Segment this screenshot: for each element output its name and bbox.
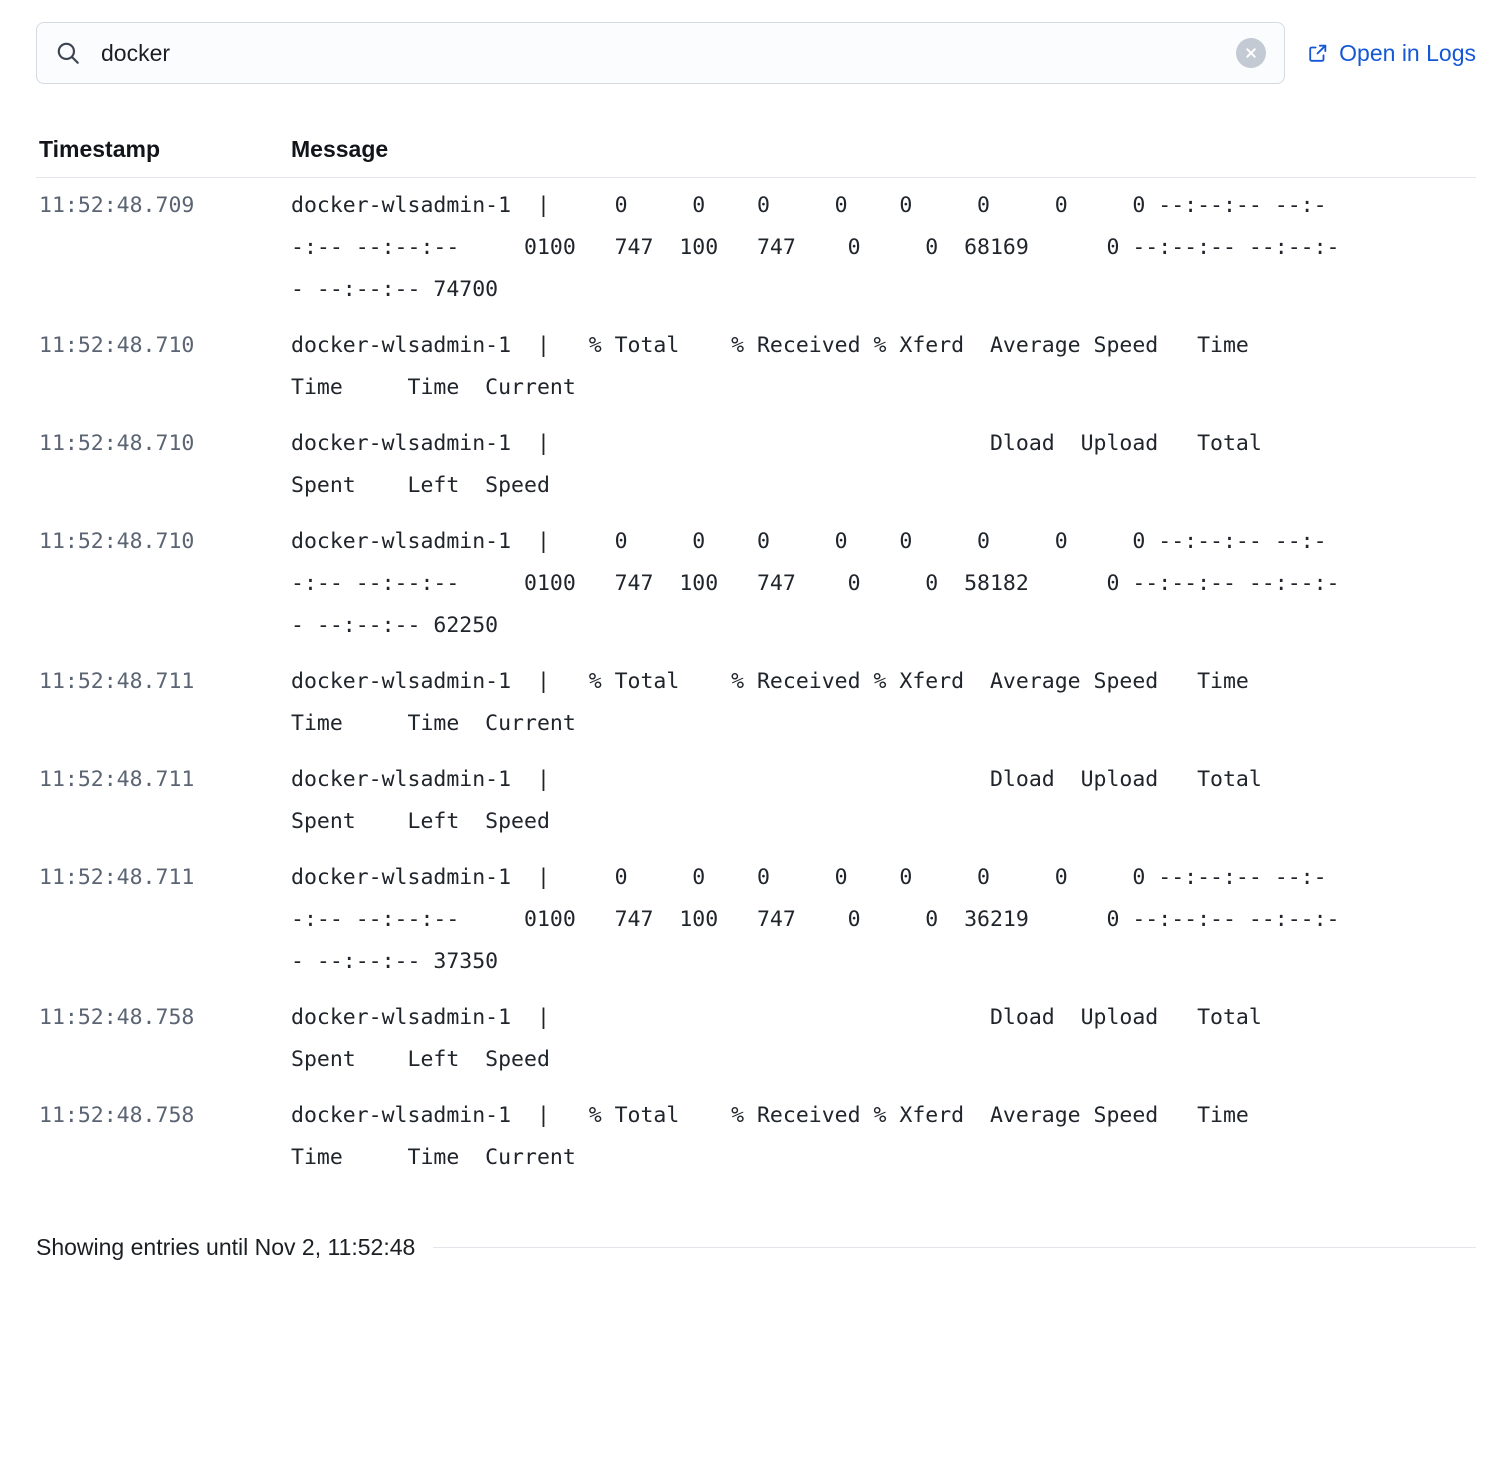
table-row[interactable]	[36, 178, 1476, 318]
footer	[36, 1234, 1476, 1261]
log-message: docker-wlsadmin-1 | Dload Upload Total Spent Left Speed	[291, 431, 1301, 498]
log-timestamp: 11:52:48.709	[39, 193, 195, 218]
showing-entries-status: Showing entries until Nov 2, 11:52:48	[36, 1234, 416, 1260]
table-row[interactable]	[36, 752, 1476, 850]
table-body	[36, 178, 1476, 1186]
log-timestamp: 11:52:48.710	[39, 431, 195, 456]
log-table	[36, 136, 1476, 1186]
open-in-logs-label: Open in Logs	[1339, 39, 1476, 66]
log-timestamp: 11:52:48.711	[39, 767, 195, 792]
log-message: docker-wlsadmin-1 | Dload Upload Total Spent Left Speed	[291, 1005, 1301, 1072]
log-timestamp: 11:52:48.758	[39, 1103, 195, 1128]
log-message: docker-wlsadmin-1 | % Total % Received % Xferd Average Speed Time Time Time Current	[291, 669, 1301, 736]
log-timestamp: 11:52:48.758	[39, 1005, 195, 1030]
log-timestamp: 11:52:48.710	[39, 333, 195, 358]
table-header	[36, 136, 1476, 178]
search-toolbar	[36, 22, 1476, 84]
search-box[interactable]	[36, 22, 1285, 84]
log-timestamp: 11:52:48.710	[39, 529, 195, 554]
log-message: docker-wlsadmin-1 | 0 0 0 0 0 0 0 0 --:--:-- --:--:-- --:--:-- 0100 747 100 747 0 0 36219 0 --:--:-- --:--:-- --:--:-- 37350	[291, 865, 1340, 974]
search-input[interactable]	[101, 40, 1236, 67]
open-in-logs-link[interactable]	[1307, 40, 1476, 67]
log-message: docker-wlsadmin-1 | % Total % Received % Xferd Average Speed Time Time Time Current	[291, 1103, 1301, 1170]
column-header-timestamp: Timestamp	[39, 136, 161, 162]
table-row[interactable]	[36, 990, 1476, 1088]
table-row[interactable]	[36, 318, 1476, 416]
external-link-icon	[1307, 42, 1329, 64]
table-row[interactable]	[36, 850, 1476, 990]
log-message: docker-wlsadmin-1 | 0 0 0 0 0 0 0 0 --:--:-- --:--:-- --:--:-- 0100 747 100 747 0 0 68169 0 --:--:-- --:--:-- --:--:-- 74700	[291, 193, 1340, 302]
table-row[interactable]	[36, 654, 1476, 752]
log-message: docker-wlsadmin-1 | 0 0 0 0 0 0 0 0 --:--:-- --:--:-- --:--:-- 0100 747 100 747 0 0 58182 0 --:--:-- --:--:-- --:--:-- 62250	[291, 529, 1340, 638]
footer-divider	[433, 1247, 1476, 1248]
close-icon[interactable]	[1236, 38, 1266, 68]
search-icon	[55, 40, 81, 66]
log-timestamp: 11:52:48.711	[39, 669, 195, 694]
table-row[interactable]	[36, 416, 1476, 514]
log-message: docker-wlsadmin-1 | % Total % Received % Xferd Average Speed Time Time Time Current	[291, 333, 1301, 400]
log-timestamp: 11:52:48.711	[39, 865, 195, 890]
table-row[interactable]	[36, 514, 1476, 654]
column-header-message: Message	[291, 136, 389, 162]
log-message: docker-wlsadmin-1 | Dload Upload Total Spent Left Speed	[291, 767, 1301, 834]
table-row[interactable]	[36, 1088, 1476, 1186]
